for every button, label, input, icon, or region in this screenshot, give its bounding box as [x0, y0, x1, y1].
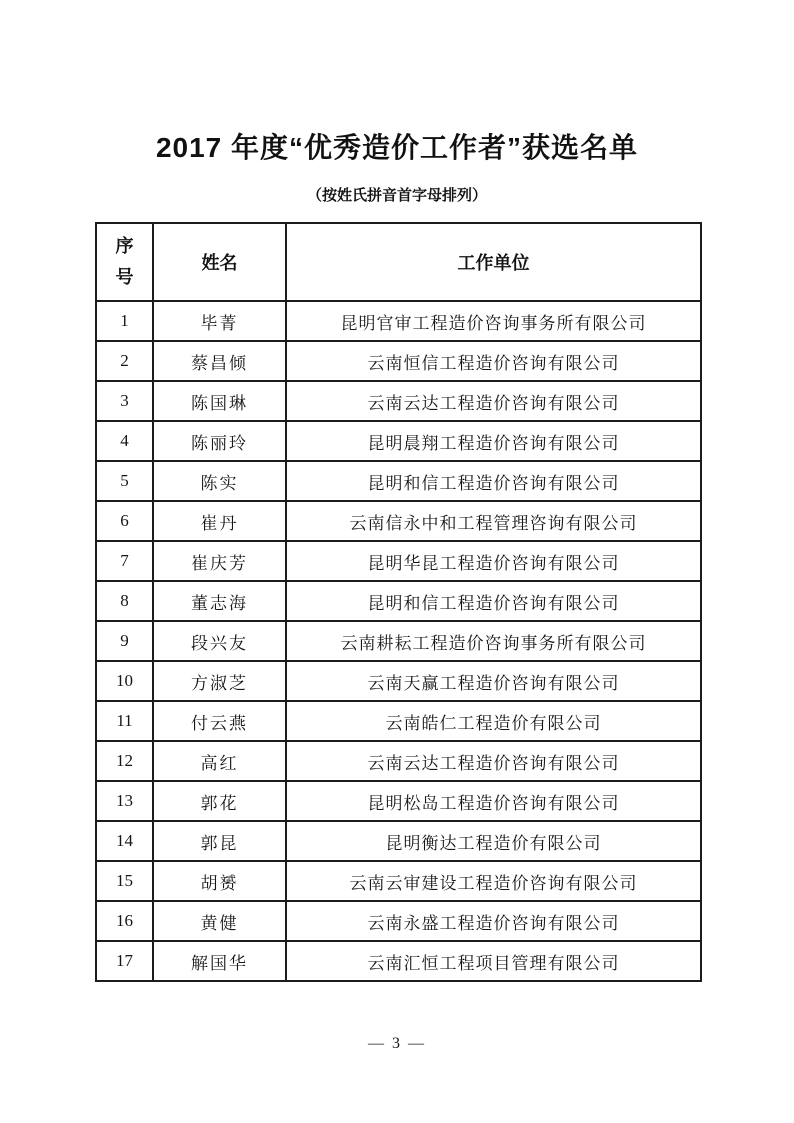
- page-subtitle: （按姓氏拼音首字母排列）: [306, 187, 487, 204]
- row-name: 郭昆: [153, 821, 286, 861]
- row-serial: 5: [96, 461, 153, 501]
- row-serial: 16: [96, 901, 153, 941]
- row-serial: 17: [96, 941, 153, 981]
- row-unit: 昆明官审工程造价咨询事务所有限公司: [286, 301, 701, 341]
- table-row: [96, 701, 701, 741]
- table-row: [96, 541, 701, 581]
- header-work-unit: 工作单位: [286, 223, 701, 301]
- row-serial: 6: [96, 501, 153, 541]
- row-unit: 云南汇恒工程项目管理有限公司: [286, 941, 701, 981]
- row-serial: 12: [96, 741, 153, 781]
- row-unit: 云南恒信工程造价咨询有限公司: [286, 341, 701, 381]
- row-serial: 9: [96, 621, 153, 661]
- table-row: [96, 781, 701, 821]
- header-name: 姓名: [153, 223, 286, 301]
- row-name: 陈实: [153, 461, 286, 501]
- row-name: 段兴友: [153, 621, 286, 661]
- table-header-row: [96, 223, 701, 301]
- row-name: 崔丹: [153, 501, 286, 541]
- row-unit: 云南信永中和工程管理咨询有限公司: [286, 501, 701, 541]
- table-row: [96, 661, 701, 701]
- table-row: [96, 901, 701, 941]
- row-name: 黄健: [153, 901, 286, 941]
- row-name: 胡赟: [153, 861, 286, 901]
- row-serial: 10: [96, 661, 153, 701]
- row-unit: 昆明华昆工程造价咨询有限公司: [286, 541, 701, 581]
- row-name: 陈国琳: [153, 381, 286, 421]
- roster-table: [95, 222, 702, 982]
- row-name: 毕菁: [153, 301, 286, 341]
- roster-table-body: [96, 301, 701, 981]
- table-row: [96, 421, 701, 461]
- row-unit: 云南云审建设工程造价咨询有限公司: [286, 861, 701, 901]
- row-unit: 云南云达工程造价咨询有限公司: [286, 741, 701, 781]
- table-row: [96, 621, 701, 661]
- table-row: [96, 461, 701, 501]
- header-serial-number: [96, 223, 153, 301]
- row-unit: 云南云达工程造价咨询有限公司: [286, 381, 701, 421]
- table-row: [96, 581, 701, 621]
- row-name: 崔庆芳: [153, 541, 286, 581]
- row-unit: 昆明松岛工程造价咨询有限公司: [286, 781, 701, 821]
- row-unit: 云南天赢工程造价咨询有限公司: [286, 661, 701, 701]
- table-row: [96, 301, 701, 341]
- row-serial: 2: [96, 341, 153, 381]
- row-name: 陈丽玲: [153, 421, 286, 461]
- table-row: [96, 501, 701, 541]
- row-name: 付云燕: [153, 701, 286, 741]
- row-serial: 15: [96, 861, 153, 901]
- row-unit: 云南耕耘工程造价咨询事务所有限公司: [286, 621, 701, 661]
- table-row: [96, 381, 701, 421]
- row-unit: 昆明和信工程造价咨询有限公司: [286, 581, 701, 621]
- row-unit: 昆明和信工程造价咨询有限公司: [286, 461, 701, 501]
- row-serial: 7: [96, 541, 153, 581]
- table-row: [96, 861, 701, 901]
- table-row: [96, 941, 701, 981]
- row-serial: 8: [96, 581, 153, 621]
- row-serial: 14: [96, 821, 153, 861]
- row-name: 蔡昌倾: [153, 341, 286, 381]
- row-unit: 昆明衡达工程造价有限公司: [286, 821, 701, 861]
- row-name: 董志海: [153, 581, 286, 621]
- header-serial-number-label: 序号: [115, 235, 134, 287]
- table-row: [96, 741, 701, 781]
- row-serial: 4: [96, 421, 153, 461]
- row-serial: 13: [96, 781, 153, 821]
- table-row: [96, 341, 701, 381]
- page-title: 2017 年度“优秀造价工作者”获选名单: [155, 132, 639, 163]
- row-unit: 昆明晨翔工程造价咨询有限公司: [286, 421, 701, 461]
- row-serial: 3: [96, 381, 153, 421]
- row-name: 解国华: [153, 941, 286, 981]
- row-serial: 1: [96, 301, 153, 341]
- row-unit: 云南永盛工程造价咨询有限公司: [286, 901, 701, 941]
- row-serial: 11: [96, 701, 153, 741]
- row-name: 郭花: [153, 781, 286, 821]
- table-row: [96, 821, 701, 861]
- row-unit: 云南皓仁工程造价有限公司: [286, 701, 701, 741]
- page-number: — 3 —: [368, 1035, 426, 1052]
- row-name: 方淑芝: [153, 661, 286, 701]
- row-name: 高红: [153, 741, 286, 781]
